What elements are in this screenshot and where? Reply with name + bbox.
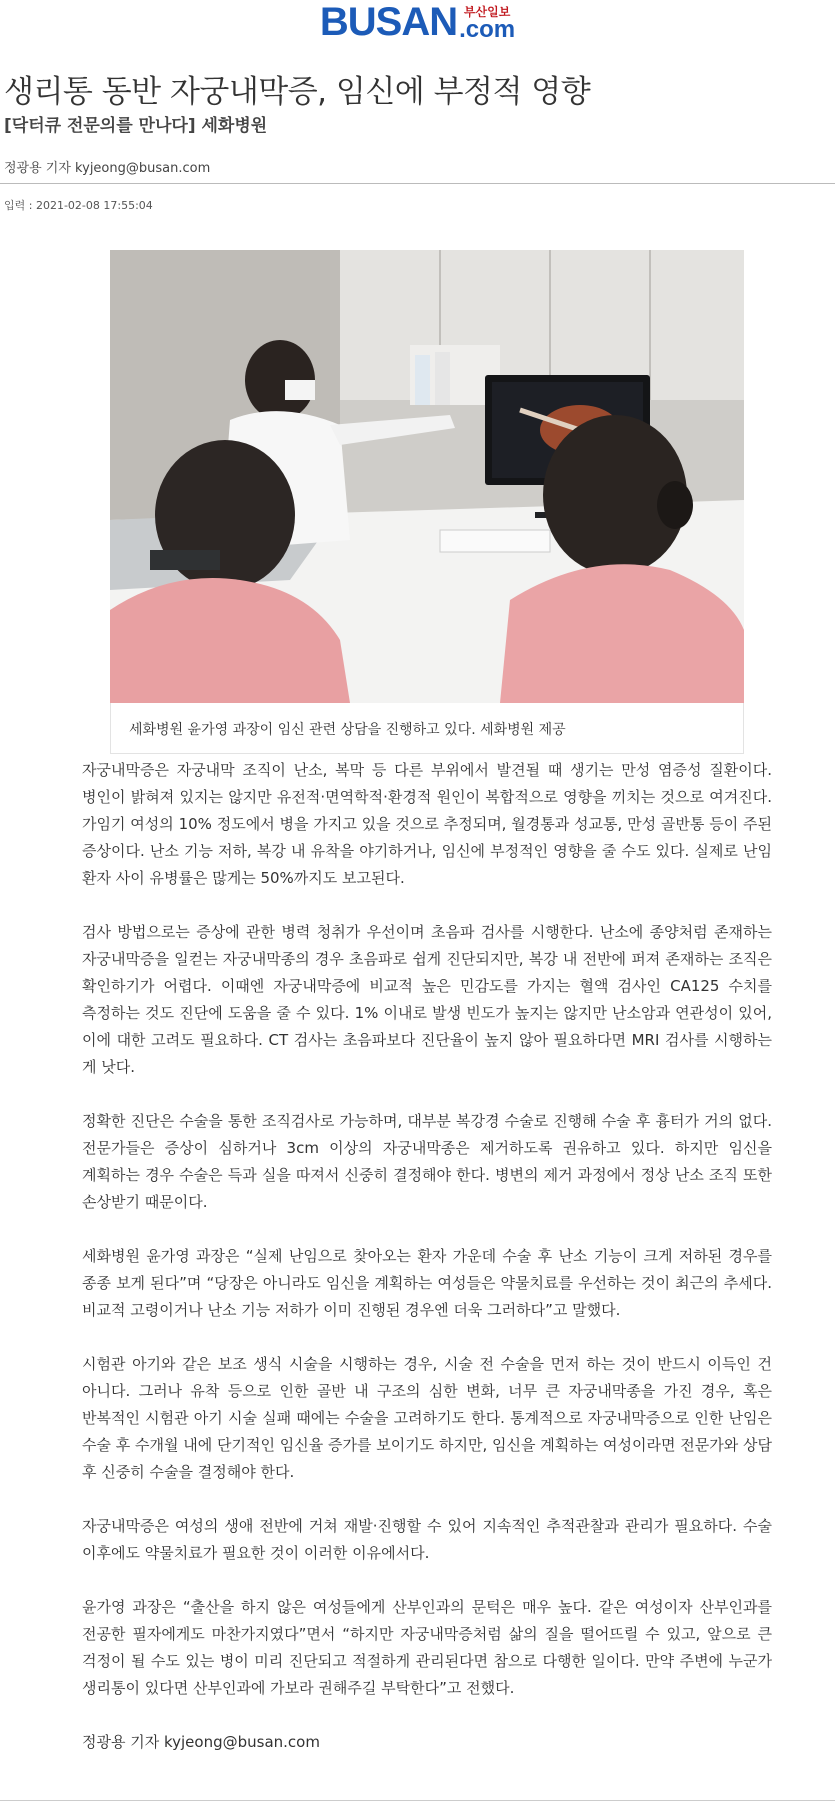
site-logo[interactable] (0, 0, 835, 44)
article-photo (110, 250, 744, 703)
photo-caption-box (110, 703, 744, 754)
article-paragraph: 자궁내막증은 여성의 생애 전반에 거쳐 재발·진행할 수 있어 지속적인 추적관찰과 관리가 필요하다. 수술 이후에도 약물치료가 필요한 것이 이러한 이유에서다. (82, 1517, 772, 1562)
article-body (82, 757, 772, 1783)
article-paragraph: 윤가영 과장은 “출산을 하지 않은 여성들에게 산부인과의 문턱은 매우 높다. 같은 여성이자 산부인과를 전공한 필자에게도 마찬가지였다”면서 “하지만 자궁내막증처럼 삶의 질을 떨어뜨릴 수 있고, 앞으로 큰 걱정이 될 수도 있는 병이 미리 진단되고 적절하게 관리된다면 참으로 다행한 일이다. 만약 주변에 누군가 생리통이 있다면 산부인과에 가보라 권해주길 부탁한다”고 전했다. (82, 1598, 772, 1697)
consultation-photo-illustration (110, 250, 744, 703)
logo-domain: .com (459, 16, 516, 43)
article-paragraph: 자궁내막증은 자궁내막 조직이 난소, 복막 등 다른 부위에서 발견될 때 생기는 만성 염증성 질환이다. 병인이 밝혀져 있지는 않지만 유전적·면역학적·환경적 원인이 복합적으로 영향을 끼치는 것으로 여겨진다. 가임기 여성의 10% 정도에서 병을 가지고 있을 것으로 추정되며, 월경통과 성교통, 만성 골반통 등이 주된 증상이다. 난소 기능 저하, 복강 내 유착을 야기하거나, 임신에 부정적인 영향을 줄 수도 있다. 실제로 난임 환자 사이 유병률은 많게는 50%까지도 보고된다. (82, 761, 772, 887)
article-dateline: 입력 : 2021-02-08 17:55:04 (4, 199, 153, 212)
logo-wordmark: BUSAN (319, 0, 458, 44)
logo-korean-name: 부산일보 (463, 5, 511, 19)
photo-caption: 세화병원 윤가영 과장이 임신 관련 상담을 진행하고 있다. 세화병원 제공 (129, 722, 566, 738)
article-headline: 생리통 동반 자궁내막증, 임신에 부정적 영향 (4, 74, 591, 110)
article-paragraph: 시험관 아기와 같은 보조 생식 시술을 시행하는 경우, 시술 전 수술을 먼저 하는 것이 반드시 이득인 건 아니다. 그러나 유착 등으로 인한 골반 내 구조의 심한 변화, 너무 큰 자궁내막종을 가진 경우, 혹은 반복적인 시험관 아기 시술 실패 때에는 수술을 고려하기도 한다. 통계적으로 자궁내막증으로 인한 난임은 수술 후 수개월 내에 단기적인 임신율 증가를 보이기도 하지만, 임신을 계획하는 여성이라면 전문가와 상담 후 신중히 수술을 결정해야 한다. (82, 1355, 772, 1481)
header-divider (0, 183, 835, 184)
article-paragraph: 정확한 진단은 수술을 통한 조직검사로 가능하며, 대부분 복강경 수술로 진행해 수술 후 흉터가 거의 없다. 전문가들은 증상이 심하거나 3cm 이상의 자궁내막종은 제거하도록 권유하고 있다. 하지만 임신을 계획하는 경우 수술은 득과 실을 따져서 신중히 결정해야 한다. 병변의 제거 과정에서 정상 난소 조직 또한 손상받기 때문이다. (82, 1112, 772, 1211)
article-paragraph: 검사 방법으로는 증상에 관한 병력 청취가 우선이며 초음파 검사를 시행한다. 난소에 종양처럼 존재하는 자궁내막증을 일컫는 자궁내막종의 경우 초음파로 쉽게 진단되지만, 복강 내 전반에 퍼져 존재하는 조직은 확인하기가 어렵다. 이때엔 자궁내막증에 비교적 높은 민감도를 가지는 혈액 검사인 CA125 수치를 측정하는 것도 진단에 도움을 줄 수 있다. 1% 이내로 발생 빈도가 높지는 않지만 난소암과 연관성이 있어, 이에 대한 고려도 필요하다. CT 검사는 초음파보다 진단율이 높지 않아 필요하다면 MRI 검사를 시행하는 게 낫다. (82, 923, 772, 1076)
article-subhead: [닥터큐 전문의를 만나다] 세화병원 (4, 116, 268, 136)
article-signoff: 정광용 기자 kyjeong@busan.com (82, 1733, 320, 1751)
article-byline: 정광용 기자 kyjeong@busan.com (4, 161, 211, 176)
footer-divider (0, 1800, 835, 1801)
article-paragraph: 세화병원 윤가영 과장은 “실제 난임으로 찾아오는 환자 가운데 수술 후 난소 기능이 크게 저하된 경우를 종종 보게 된다”며 “당장은 아니라도 임신을 계획하는 여성들은 약물치료를 우선하는 것이 최근의 추세다. 비교적 고령이거나 난소 기능 저하가 이미 진행된 경우엔 더욱 그러하다”고 말했다. (82, 1247, 772, 1319)
